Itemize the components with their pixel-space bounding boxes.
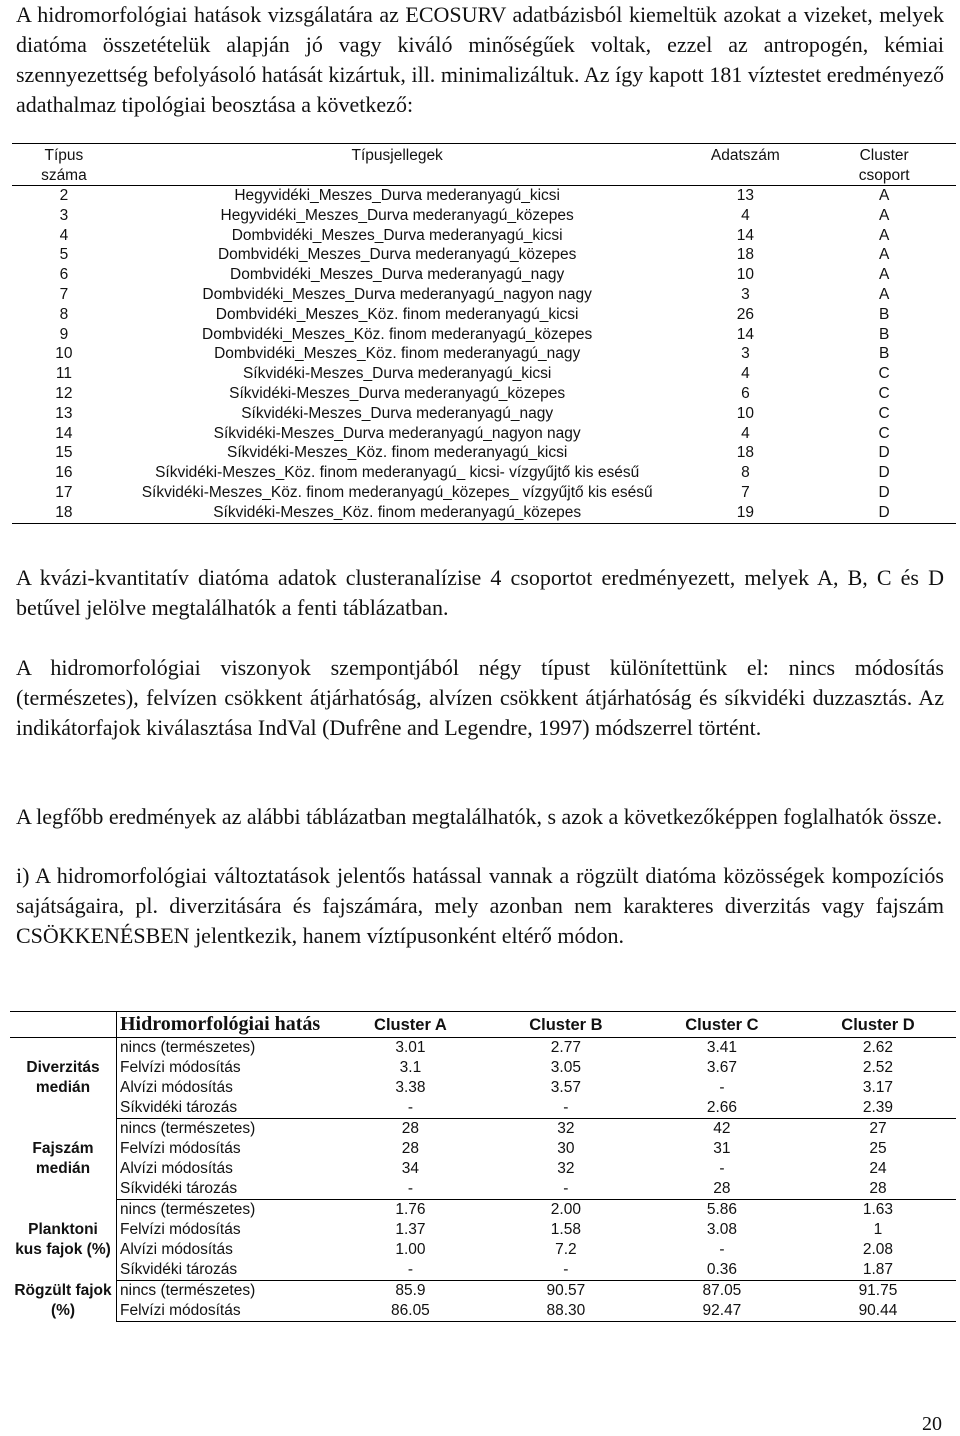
cluster-value-cell: 3.57 [550, 1079, 581, 1096]
header-cluster-a: Cluster A [333, 1012, 488, 1038]
cluster-value-cell: 1.58 [550, 1221, 581, 1238]
header-cluster-d: Cluster D [800, 1012, 956, 1038]
cluster-value-cell: 28 [401, 1120, 420, 1137]
type-number-cell: 2 [59, 187, 69, 204]
type-characteristics-cell: Hegyvidéki_Meszes_Durva mederanyagú_kicsi [234, 187, 560, 204]
cluster-value-cell: 2.52 [862, 1059, 894, 1076]
type-number-cell: 10 [55, 345, 73, 363]
data-count-cell: 14 [736, 325, 755, 343]
cluster-value-cell: 88.30 [488, 1301, 644, 1322]
cluster-value-cell: 2.00 [550, 1201, 581, 1218]
typology-table-body [12, 186, 956, 524]
cluster-cell: D [878, 444, 890, 462]
cluster-value-cell: 28 [401, 1140, 420, 1157]
type-characteristics-cell: Dombvidéki_Meszes_Köz. finom mederanyagú_közepes [202, 325, 593, 343]
cluster-value-cell: - [333, 1098, 488, 1119]
type-characteristics-cell: Dombvidéki_Meszes_Durva mederanyagú_kicsi [231, 226, 563, 244]
cluster-value-cell: - [488, 1098, 644, 1119]
metric-group-label: Diverzitás medián [10, 1038, 117, 1119]
cluster-cell: C [878, 424, 890, 442]
table-row [10, 1058, 956, 1078]
cluster-value-cell: 86.05 [333, 1301, 488, 1322]
table-row [12, 186, 956, 206]
cluster-value-cell: 1.63 [862, 1201, 894, 1218]
data-count-cell: 4 [741, 365, 750, 383]
cluster-cell: D [878, 464, 890, 482]
table-row [12, 285, 956, 305]
effect-label-cell: nincs (természetes) [120, 1282, 256, 1299]
type-characteristics-cell: Dombvidéki_Meszes_Köz. finom mederanyagú_kicsi [215, 305, 579, 323]
effect-label-cell: Alvízi módosítás [120, 1079, 233, 1096]
typology-table-header [12, 144, 956, 186]
table-row [10, 1159, 956, 1179]
cluster-value-cell: 1.76 [395, 1201, 426, 1218]
effect-label-cell: Alvízi módosítás [120, 1160, 233, 1177]
data-count-cell: 13 [736, 187, 755, 204]
cluster-value-cell: 3.17 [862, 1079, 894, 1096]
effect-label-cell: Felvízi módosítás [117, 1301, 334, 1322]
cluster-value-cell: 3.01 [395, 1039, 426, 1056]
cluster-value-cell: 3.1 [399, 1059, 422, 1076]
cluster-cell: A [878, 246, 890, 264]
effect-label-cell: Felvízi módosítás [120, 1059, 241, 1076]
type-number-cell: 18 [12, 503, 116, 523]
page-number: 20 [922, 1413, 942, 1435]
type-number-cell: 14 [55, 424, 73, 442]
type-characteristics-cell: Síkvidéki-Meszes_Durva mederanyagú_közepes [229, 384, 566, 402]
data-count-cell: 14 [736, 226, 755, 244]
cluster-value-cell: - [719, 1160, 725, 1177]
data-count-cell: 6 [741, 384, 750, 402]
cluster-value-cell: 32 [557, 1160, 575, 1177]
type-number-cell: 5 [59, 246, 69, 264]
cluster-value-cell: 24 [869, 1160, 887, 1177]
cluster-value-cell: 2.08 [862, 1241, 894, 1258]
cluster-value-cell: 1.87 [800, 1260, 956, 1281]
table-row [12, 305, 956, 325]
table-row [12, 424, 956, 444]
header-type-characteristics: Típusjellegek [116, 144, 679, 186]
results-point-i-paragraph: i) A hidromorfológiai változtatások jelentős hatással vannak a rögzült diatóma közösségek kompozíciós sajátságaira, pl. diverzitására és fajszámára, mely azonban nem karakteres diverzitás vagy fajszám CSÖKKENÉSBEN jelentkezik, hanem víztípusonként eltérő módon. [16, 863, 944, 948]
cluster-value-cell: 1 [873, 1221, 883, 1238]
metric-group-label: Rögzült fajok (%) [10, 1281, 117, 1322]
cluster-value-cell: 1.37 [395, 1221, 426, 1238]
cluster-cell: C [878, 384, 890, 402]
intro-paragraph: A hidromorfológiai hatások vizsgálatára az ECOSURV adatbázisból kiemeltük azokat a vizeket, melyek diatóma összetételük alapján jó vagy kiváló minőségűek voltak, ezzel az antropogén, kémiai szennyezettség befolyásoló hatását kizártuk, ill. minimalizáltuk. Az így kapott 181 víztestet eredményező adathalmaz tipológiai beosztása a következő: [16, 2, 944, 117]
cluster-value-cell: - [488, 1260, 644, 1281]
cluster-value-cell: 1.00 [395, 1241, 426, 1258]
type-characteristics-cell: Síkvidéki-Meszes_Köz. finom mederanyagú_közepes [116, 503, 679, 523]
data-count-cell: 10 [736, 266, 755, 284]
type-number-cell: 13 [55, 404, 73, 422]
table-row [10, 1200, 956, 1221]
type-characteristics-cell: Hegyvidéki_Meszes_Durva mederanyagú_közepes [220, 206, 574, 224]
data-count-cell: 10 [736, 404, 755, 422]
table-row [10, 1038, 956, 1059]
table-row [12, 344, 956, 364]
cluster-value-cell: 90.57 [546, 1282, 586, 1299]
data-count-cell: 18 [736, 444, 755, 462]
cluster-cell: C [878, 365, 890, 383]
table-row [10, 1260, 956, 1281]
effect-label-cell: nincs (természetes) [120, 1201, 256, 1218]
table-row [12, 404, 956, 424]
cluster-cell: B [878, 325, 890, 343]
metric-group-label: Fajszám medián [10, 1119, 117, 1200]
cluster-value-cell: 7.2 [555, 1241, 577, 1258]
header-data-count: Adatszám [679, 144, 813, 186]
cluster-value-cell: 2.77 [550, 1039, 581, 1056]
data-count-cell: 3 [741, 345, 750, 363]
cluster-value-cell: - [719, 1079, 725, 1096]
header-cluster-b: Cluster B [488, 1012, 644, 1038]
type-number-cell: 7 [59, 285, 69, 303]
cluster-value-cell: 2.39 [800, 1098, 956, 1119]
cluster-value-cell: 2.66 [644, 1098, 800, 1119]
data-count-cell: 4 [741, 206, 750, 224]
cluster-value-cell: 2.62 [862, 1039, 894, 1056]
results-table [10, 1011, 956, 1322]
type-number-cell: 15 [55, 444, 73, 462]
header-type-number: Típus száma [12, 144, 116, 186]
table-row [12, 265, 956, 285]
metric-group-label: Planktoni kus fajok (%) [10, 1200, 117, 1281]
cluster-value-cell: 92.47 [644, 1301, 800, 1322]
type-number-cell: 17 [55, 483, 73, 501]
cluster-cell: D [878, 483, 890, 501]
cluster-value-cell: 87.05 [702, 1282, 742, 1299]
cluster-cell: A [878, 285, 890, 303]
data-count-cell: 7 [741, 483, 750, 501]
type-characteristics-cell: Síkvidéki-Meszes_Durva mederanyagú_nagy [241, 404, 554, 422]
effect-label-cell: Felvízi módosítás [120, 1140, 241, 1157]
typology-table [12, 143, 956, 524]
cluster-cell: B [878, 345, 890, 363]
type-characteristics-cell: Dombvidéki_Meszes_Köz. finom mederanyagú_nagy [214, 345, 581, 363]
type-number-cell: 12 [55, 384, 73, 402]
cluster-cell: C [878, 404, 890, 422]
type-number-cell: 8 [59, 305, 69, 323]
cluster-value-cell: - [488, 1179, 644, 1200]
type-characteristics-cell: Dombvidéki_Meszes_Durva mederanyagú_nagy [230, 266, 565, 284]
table-row [10, 1119, 956, 1140]
cluster-value-cell: 3.08 [706, 1221, 737, 1238]
table-row [12, 503, 956, 523]
type-number-cell: 6 [59, 266, 69, 284]
table-row [10, 1179, 956, 1200]
table-row [10, 1240, 956, 1260]
data-count-cell: 19 [679, 503, 813, 523]
table-row [12, 443, 956, 463]
cluster-value-cell: 28 [800, 1179, 956, 1200]
cluster-value-cell: 85.9 [395, 1282, 426, 1299]
table-row [12, 245, 956, 265]
type-characteristics-cell: Dombvidéki_Meszes_Durva mederanyagú_nagyon nagy [202, 285, 592, 303]
results-table-body [10, 1038, 956, 1322]
results-intro-paragraph: A legfőbb eredmények az alábbi táblázatban megtalálhatók, s azok a következőképpen foglalhatók össze. [16, 804, 943, 829]
type-number-cell: 3 [59, 206, 69, 224]
data-count-cell: 26 [736, 305, 755, 323]
table-row [12, 463, 956, 483]
effect-label-cell: nincs (természetes) [120, 1039, 256, 1056]
cluster-cell: A [878, 206, 890, 224]
header-cluster-group: Cluster csoport [812, 144, 956, 186]
effect-label-cell: Síkvidéki tározás [117, 1098, 334, 1119]
type-characteristics-cell: Síkvidéki-Meszes_Durva mederanyagú_kicsi [242, 365, 552, 383]
type-number-cell: 9 [59, 325, 69, 343]
cluster-value-cell: 31 [713, 1140, 731, 1157]
cluster-value-cell: 90.44 [800, 1301, 956, 1322]
type-number-cell: 4 [59, 226, 69, 244]
table-row [12, 384, 956, 404]
cluster-value-cell: 91.75 [858, 1282, 898, 1299]
table-row [10, 1220, 956, 1240]
table-row [12, 483, 956, 503]
cluster-value-cell: 3.41 [706, 1039, 737, 1056]
data-count-cell: 3 [741, 285, 750, 303]
cluster-cell: B [878, 305, 890, 323]
type-characteristics-cell: Síkvidéki-Meszes_Köz. finom mederanyagú_közepes_ vízgyűjtő kis esésű [141, 483, 653, 501]
cluster-value-cell: 3.38 [395, 1079, 426, 1096]
cluster-value-cell: 28 [644, 1179, 800, 1200]
cluster-value-cell: - [719, 1241, 725, 1258]
table-row [10, 1301, 956, 1322]
effect-label-cell: Felvízi módosítás [120, 1221, 241, 1238]
cluster-cell: A [878, 226, 890, 244]
cluster-value-cell: 34 [401, 1160, 420, 1177]
effect-label-cell: Alvízi módosítás [120, 1241, 233, 1258]
cluster-value-cell: 32 [557, 1120, 575, 1137]
cluster-cell: D [812, 503, 956, 523]
effect-label-cell: nincs (természetes) [120, 1120, 256, 1137]
effect-label-cell: Síkvidéki tározás [117, 1260, 334, 1281]
cluster-value-cell: 27 [869, 1120, 887, 1137]
table-row [12, 206, 956, 226]
cluster-value-cell: 3.05 [550, 1059, 581, 1076]
type-characteristics-cell: Dombvidéki_Meszes_Durva mederanyagú_közepes [217, 246, 577, 264]
data-count-cell: 8 [741, 464, 750, 482]
effect-label-cell: Síkvidéki tározás [117, 1179, 334, 1200]
cluster-value-cell: 30 [557, 1140, 575, 1157]
type-characteristics-cell: Síkvidéki-Meszes_Köz. finom mederanyagú_ kicsi- vízgyűjtő kis esésű [155, 464, 640, 482]
header-hydromorphological-effect: Hidromorfológiai hatás [117, 1012, 334, 1038]
type-number-cell: 11 [55, 365, 72, 383]
type-characteristics-cell: Síkvidéki-Meszes_Köz. finom mederanyagú_kicsi [227, 444, 568, 462]
cluster-cell: A [878, 266, 890, 284]
cluster-value-cell: 3.67 [706, 1059, 737, 1076]
table-row [10, 1281, 956, 1302]
data-count-cell: 4 [741, 424, 750, 442]
table-row [12, 325, 956, 345]
results-table-header [10, 1012, 956, 1038]
cluster-value-cell: 0.36 [644, 1260, 800, 1281]
table-row [10, 1078, 956, 1098]
table-row [10, 1098, 956, 1119]
type-number-cell: 16 [55, 464, 73, 482]
cluster-value-cell: - [333, 1260, 488, 1281]
cluster-paragraph: A kvázi-kvantitatív diatóma adatok clusteranalízise 4 csoportot eredményezett, melyek A, B, C és D betűvel jelölve megtalálhatók a fenti táblázatban. [16, 565, 944, 620]
cluster-cell: A [878, 187, 890, 204]
results-group-header-blank [10, 1012, 117, 1038]
type-characteristics-cell: Síkvidéki-Meszes_Durva mederanyagú_nagyon nagy [213, 424, 581, 442]
hydromorphology-paragraph: A hidromorfológiai viszonyok szempontjából négy típust különítettünk el: nincs módosítás (természetes), felvízen csökkent átjárhatóság, alvízen csökkent átjárhatóság és síkvidéki duzzasztás. Az indikátorfajok kiválasztása IndVal (Dufrêne and Legendre, 1997) módszerrel történt. [16, 655, 944, 740]
header-cluster-c: Cluster C [644, 1012, 800, 1038]
cluster-value-cell: 25 [869, 1140, 887, 1157]
data-count-cell: 18 [736, 246, 755, 264]
table-row [12, 364, 956, 384]
table-row [10, 1139, 956, 1159]
cluster-value-cell: 42 [713, 1120, 731, 1137]
cluster-value-cell: 5.86 [706, 1201, 737, 1218]
cluster-value-cell: - [333, 1179, 488, 1200]
table-row [12, 226, 956, 246]
